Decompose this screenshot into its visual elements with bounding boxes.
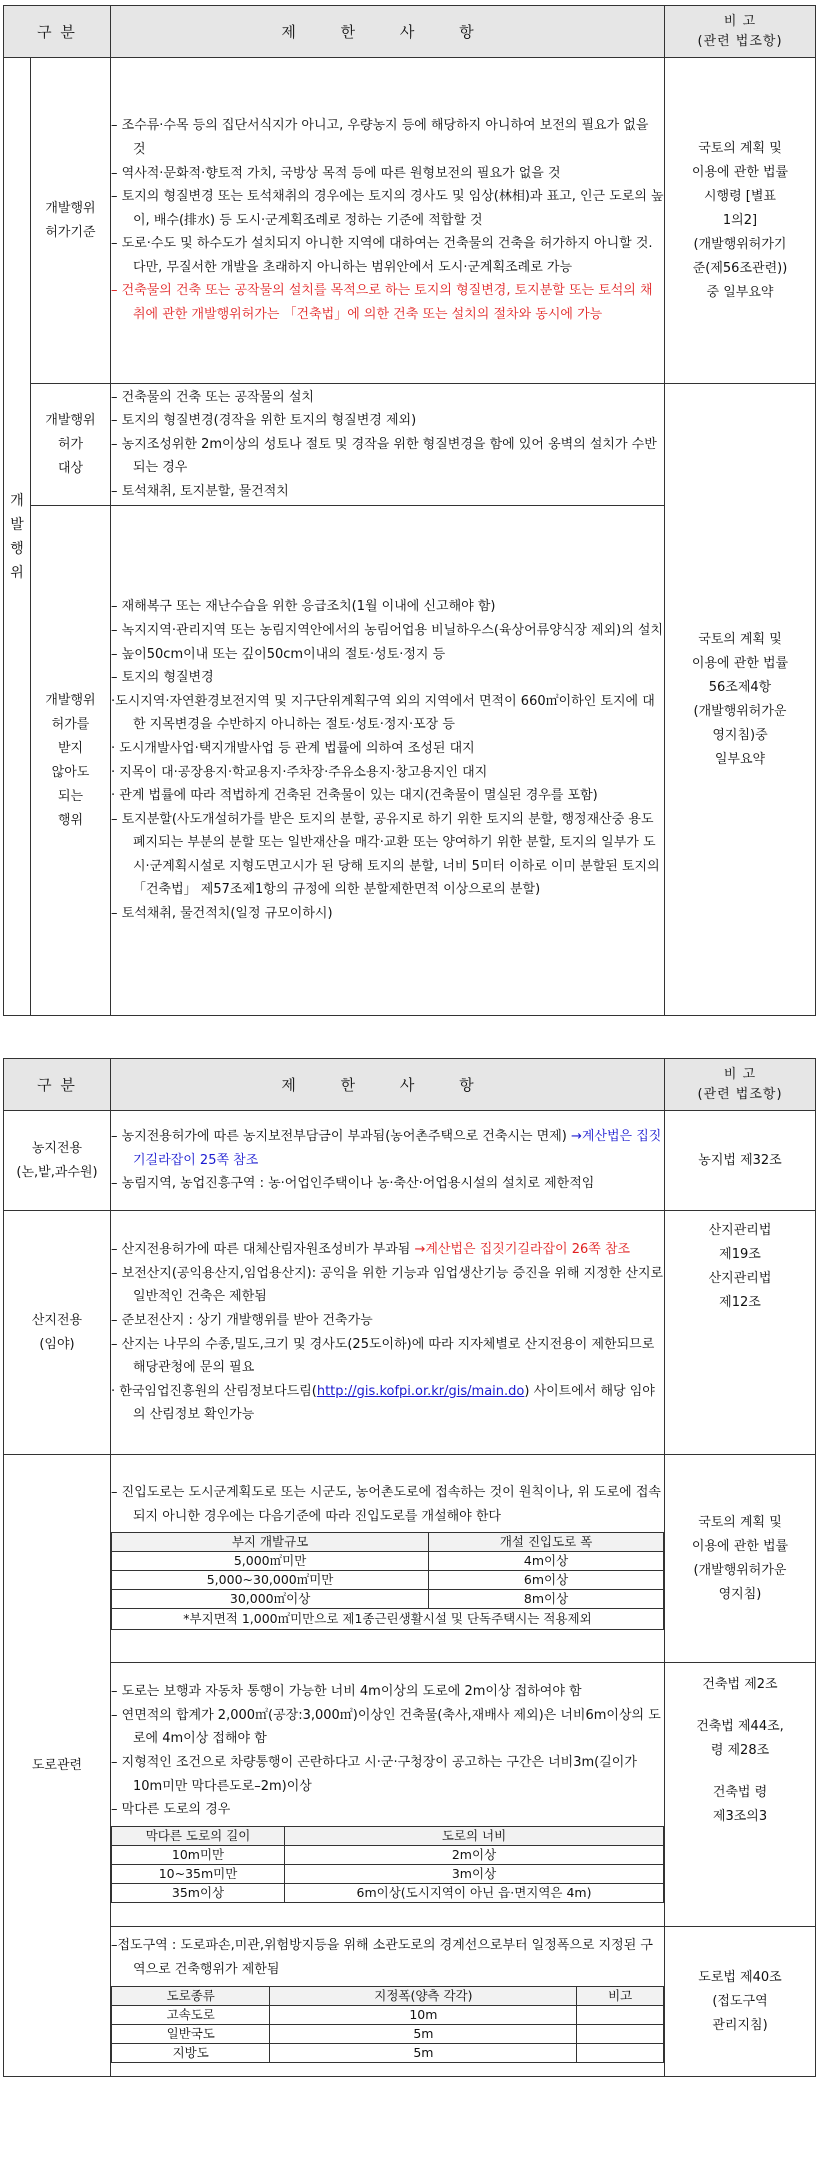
list-item: · 한국임업진흥원의 산림정보다드림(http://gis.kofpi.or.kr/gis/main.do) 사이트에서 해당 임야의 산림정보 확인가능 bbox=[111, 1383, 655, 1423]
table-header: 비고 bbox=[577, 1986, 664, 2005]
permit-criteria-content bbox=[111, 58, 665, 384]
header-gubun: 구 분 bbox=[4, 1059, 111, 1111]
header-items: 제 한 사 항 bbox=[111, 1059, 665, 1111]
list-item: – 농지전용허가에 따른 농지보전부담금이 부과됨(농어촌주택으로 건축시는 면제) →계산법은 집짓기길라잡이 25쪽 참조 bbox=[111, 1129, 662, 1168]
permit-target-content bbox=[111, 384, 665, 506]
list-item: – 진입도로는 도시군계획도로 또는 시군도, 농어촌도로에 접속하는 것이 원칙이나, 위 도로에 접속되지 아니한 경우에는 다음기준에 따라 진입도로를 개설해야 한다 bbox=[111, 1484, 661, 1524]
list-item: – 농지조성위한 2m이상의 성토나 절토 및 경작을 위한 형질변경을 함에 있어 옹벽의 설치가 수반되는 경우 bbox=[111, 436, 657, 476]
remark-permit-criteria: 국토의 계획 및 이용에 관한 법률 시행령 [별표 1의2] (개발행위허가기 준(제56조관련)) 중 일부요약 bbox=[665, 58, 816, 384]
exempt-acts-content bbox=[111, 506, 665, 1016]
dead-end-road-table bbox=[111, 1826, 664, 1903]
table-note: *부지면적 1,000㎡미만으로 제1종근린생활시설 및 단독주택시는 적용제외 bbox=[112, 1609, 664, 1630]
list-item: – 산지는 나무의 수종,밀도,크기 및 경사도(25도이하)에 따라 지자체별로 산지전용이 제한되므로 해당관청에 문의 필요 bbox=[111, 1336, 655, 1376]
list-item: – 토지의 형질변경 또는 토석채취의 경우에는 토지의 경사도 및 임상(林相)과 표고, 인근 도로의 높이, 배수(排水) 등 도시·군계획조례로 정하는 기준에 적합할 것 bbox=[111, 189, 664, 228]
row-label-exempt-acts: 개발행위 허가를 받지 않아도 되는 행위 bbox=[31, 506, 111, 1016]
header-gubun: 구 분 bbox=[4, 6, 111, 58]
list-item: · 도시개발사업·택지개발사업 등 관계 법률에 의하여 조성된 대지 bbox=[111, 740, 475, 756]
table-header: 도로의 너비 bbox=[285, 1826, 664, 1845]
table-row: 35m이상 6m이상(도시지역이 아닌 읍·면지역은 4m) bbox=[112, 1883, 664, 1902]
list-item: – 토석채취, 토지분할, 물건적치 bbox=[111, 483, 289, 499]
row-label-road: 도로관련 bbox=[4, 1455, 111, 2077]
list-item: – 토석채취, 물건적치(일정 규모이하시) bbox=[111, 906, 333, 922]
table-row: 10m미만 2m이상 bbox=[112, 1845, 664, 1864]
list-item: – 농림지역, 농업진흥구역 : 농·어업인주택이나 농·축산·어업용시설의 설치로 제한적임 bbox=[111, 1176, 595, 1192]
list-item: – 재해복구 또는 재난수습을 위한 응급조치(1월 이내에 신고해야 함) bbox=[111, 599, 496, 615]
list-item: · 관계 법률에 따라 적법하게 건축된 건축물이 있는 대지(건축물이 멸실된 경우를 포함) bbox=[111, 788, 598, 804]
list-item: – 도로·수도 및 하수도가 설치되지 아니한 지역에 대하여는 건축물의 건축을 허가하지 아니할 것. 다만, 무질서한 개발을 초래하지 아니하는 범위안에서 도시·군계획조례로 가능 bbox=[111, 236, 653, 275]
list-item: – 토지분할(사도개설허가를 받은 토지의 분할, 공유지로 하기 위한 토지의 분할, 행정재산중 용도폐지되는 부분의 분할 또는 일반재산을 매각·교환 또는 양여하기 위한 분할, 토지의 일부가 도시·군계획시설로 지형도면고시가 된 당해 토지의 분할, 너비 5미터 이하로 이미 분할된 토지의 「건축법」 제57조제1항의 규정에 의한 분할제한면적 이상으로의 분할) bbox=[111, 811, 660, 898]
table-header: 개설 진입도로 폭 bbox=[429, 1533, 664, 1552]
row-label-permit-target: 개발행위 허가 대상 bbox=[31, 384, 111, 506]
table-row: 30,000㎡이상 8m이상 bbox=[112, 1590, 664, 1609]
table-row: 일반국도 5m bbox=[112, 2024, 664, 2043]
list-item: – 도로는 보행과 자동차 통행이 가능한 너비 4m이상의 도로에 2m이상 접하여야 함 bbox=[111, 1684, 582, 1700]
development-table bbox=[3, 5, 816, 1016]
table-header: 도로종류 bbox=[112, 1986, 270, 2005]
guide-reference-link: →계산법은 집짓기길라잡이 25쪽 참조 bbox=[133, 1129, 662, 1168]
list-item: · 지목이 대·공장용지·학교용지·주차장·주유소용지·창고용지인 대지 bbox=[111, 764, 488, 780]
list-item: – 산지전용허가에 따른 대체산림자원조성비가 부과됨 →계산법은 집짓기길라잡이 26쪽 참조 bbox=[111, 1242, 631, 1258]
remark-forest: 산지관리법 제19조 산지관리법 제12조 bbox=[665, 1211, 816, 1455]
road-access-content bbox=[111, 1455, 665, 1663]
list-item: – 막다른 도로의 경우 bbox=[111, 1802, 231, 1818]
list-item: – 높이50cm이내 또는 깊이50cm이내의 절토·성토·정지 등 bbox=[111, 646, 446, 662]
guide-reference-link: →계산법은 집짓기길라잡이 26쪽 참조 bbox=[414, 1242, 631, 1258]
farmland-content bbox=[111, 1111, 665, 1211]
list-item: – 연면적의 합계가 2,000㎡(공장:3,000㎡)이상인 건축물(축사,재배사 제외)은 너비6m이상의 도로에 4m이상 접해야 함 bbox=[111, 1707, 661, 1747]
row-label-forest: 산지전용 (임야) bbox=[4, 1211, 111, 1455]
table-row: 5,000㎡미만 4m이상 bbox=[112, 1552, 664, 1571]
list-item: – 지형적인 조건으로 차량통행이 곤란하다고 시·군·구청장이 공고하는 구간은 너비3m(길이가 10m미만 막다른도로–2m)이상 bbox=[111, 1755, 637, 1794]
list-item: – 역사적·문화적·향토적 가치, 국방상 목적 등에 따른 원형보전의 필요가 없을 것 bbox=[111, 165, 561, 181]
table-row bbox=[112, 1609, 664, 1630]
list-item: – 토지의 형질변경 bbox=[111, 670, 214, 686]
list-item: – 토지의 형질변경(경작을 위한 토지의 형질변경 제외) bbox=[111, 413, 417, 429]
row-label-farmland: 농지전용 (논,밭,과수원) bbox=[4, 1111, 111, 1211]
remark-exempt-acts: 국토의 계획 및 이용에 관한 법률 56조제4항 (개발행위허가운 영지침)중 일부요약 bbox=[665, 384, 816, 1016]
vertical-category-label: 개 발 행 위 bbox=[4, 58, 31, 1016]
list-item: – 녹지지역·관리지역 또는 농림지역안에서의 농림어업용 비닐하우스(육상어류양식장 제외)의 설치 bbox=[111, 622, 664, 638]
list-item: ·도시지역·자연환경보전지역 및 지구단위계획구역 외의 지역에서 면적이 660㎡이하인 토지에 대한 지목변경을 수반하지 아니하는 절토·성토·정지·포장 등 bbox=[111, 693, 655, 733]
remark-farmland: 농지법 제32조 bbox=[665, 1111, 816, 1211]
table-row: 5,000~30,000㎡미만 6m이상 bbox=[112, 1571, 664, 1590]
table-row: 10~35m미만 3m이상 bbox=[112, 1864, 664, 1883]
header-note: 비 고 (관련 법조항) bbox=[665, 6, 816, 58]
list-item: – 조수류·수목 등의 집단서식지가 아니고, 우량농지 등에 해당하지 아니하여 보전의 필요가 없을 것 bbox=[111, 118, 649, 157]
header-items: 제 한 사 항 bbox=[111, 6, 665, 58]
remark-road-frontage: 건축법 제2조 건축법 제44조, 령 제28조 건축법 령 제3조의3 bbox=[665, 1663, 816, 1927]
land-use-table bbox=[3, 1058, 816, 2077]
buffer-zone-table bbox=[111, 1986, 664, 2063]
header-note: 비 고 (관련 법조항) bbox=[665, 1059, 816, 1111]
row-label-permit-criteria: 개발행위 허가기준 bbox=[31, 58, 111, 384]
remark-road-access: 국토의 계획 및 이용에 관한 법률 (개발행위허가운 영지침) bbox=[665, 1455, 816, 1663]
list-item-highlight: – 건축물의 건축 또는 공작물의 설치를 목적으로 하는 토지의 형질변경, 토지분할 또는 토석의 채취에 관한 개발행위허가는 「건축법」에 의한 건축 또는 설치의 절차와 동시에 가능 bbox=[111, 283, 653, 323]
road-frontage-content bbox=[111, 1663, 665, 1927]
remark-road-buffer: 도로법 제40조 (접도구역 관리지침) bbox=[665, 1927, 816, 2077]
table-header: 부지 개발규모 bbox=[112, 1533, 429, 1552]
table-header: 막다른 도로의 길이 bbox=[112, 1826, 285, 1845]
table-row: 지방도 5m bbox=[112, 2043, 664, 2062]
table-header: 지정폭(양측 각각) bbox=[270, 1986, 577, 2005]
forest-info-link[interactable]: http://gis.kofpi.or.kr/gis/main.do bbox=[316, 1383, 525, 1399]
list-item: – 건축물의 건축 또는 공작물의 설치 bbox=[111, 389, 314, 405]
table-row: 고속도로 10m bbox=[112, 2005, 664, 2024]
road-buffer-content bbox=[111, 1927, 665, 2077]
list-item: –접도구역 : 도로파손,미관,위험방지등을 위해 소관도로의 경계선으로부터 일정폭으로 지정된 구역으로 건축행위가 제한됨 bbox=[111, 1938, 653, 1977]
list-item: – 보전산지(공익용산지,임업용산지): 공익을 위한 기능과 임업생산기능 증진을 위해 지정한 산지로 일반적인 건축은 제한됨 bbox=[111, 1265, 664, 1305]
forest-content bbox=[111, 1211, 665, 1455]
access-road-table bbox=[111, 1532, 664, 1630]
list-item: – 준보전산지 : 상기 개발행위를 받아 건축가능 bbox=[111, 1312, 373, 1328]
